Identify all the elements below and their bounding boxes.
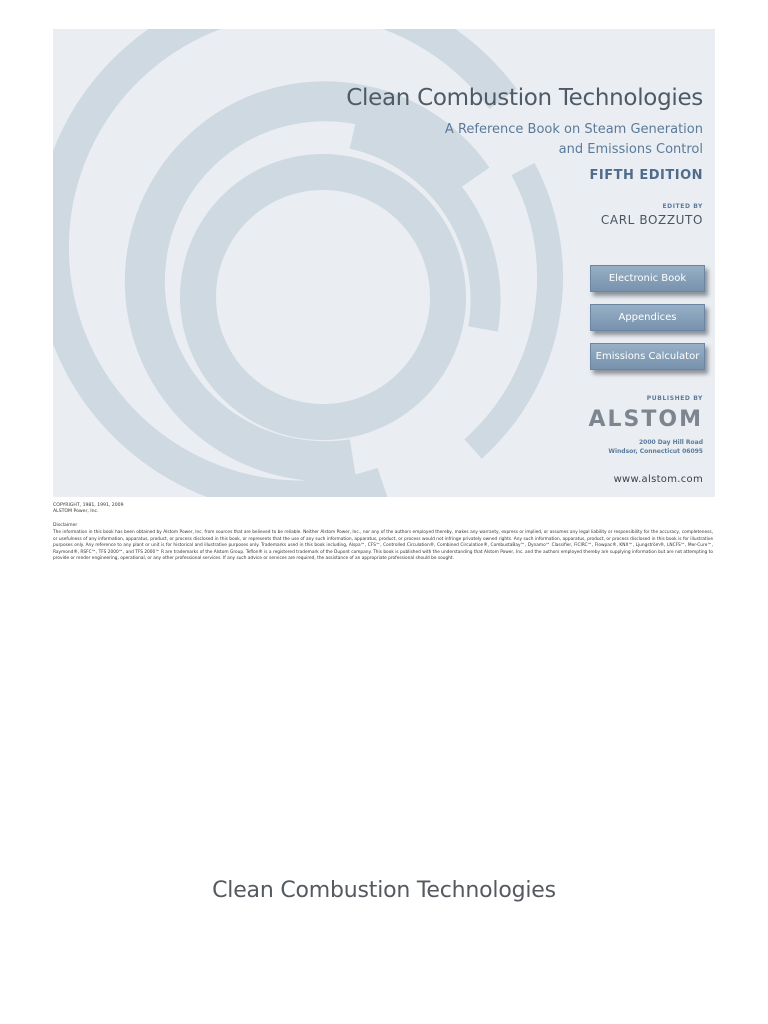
address-line-2: Windsor, Connecticut 06095 [608, 448, 703, 455]
copyright-line-1: COPYRIGHT, 1981, 1991, 2009 [53, 503, 124, 508]
electronic-book-button[interactable]: Electronic Book [590, 265, 705, 292]
edited-by-label: EDITED BY [662, 203, 703, 210]
book-title: Clean Combustion Technologies [346, 85, 703, 111]
publisher-address [608, 438, 703, 456]
subtitle-line-2: and Emissions Control [558, 142, 703, 157]
address-line-1: 2000 Day Hill Road [639, 439, 703, 446]
editor-name: CARL BOZZUTO [600, 213, 703, 227]
book-subtitle [445, 120, 703, 160]
subtitle-line-1: A Reference Book on Steam Generation [444, 122, 703, 137]
copyright-line-2: ALSTOM Power, Inc. [53, 508, 99, 514]
alstom-logo: ALSTOM [588, 407, 703, 432]
book-cover [53, 29, 715, 497]
emissions-calculator-button[interactable]: Emissions Calculator [590, 343, 705, 370]
copyright-notice [53, 503, 124, 514]
inner-ring [198, 172, 448, 422]
website-link[interactable]: www.alstom.com [613, 474, 703, 485]
edition-label: FIFTH EDITION [589, 168, 703, 183]
disclaimer-text: The information in this book has been obtained by Alstom Power, Inc. from sources that are believed to be reliable. Neither Alstom Power, Inc., nor any of the authors employed thereby, makes any warranty, express or implied, or assumes any legal liability or responsibility for the accuracy, completeness, or usefulness of any information, apparatus, product, or process disclosed in this book, or represents that the use of any such information, apparatus, product, or process would not infringe privately owned rights. Any such information, apparatus, product, or process disclosed in this book is for illustrative purposes only. Any reference to any plant or unit is for historical and illustrative purposes only. Trademarks used in this book including, Alspa™, CFS™, Controlled Circulation®, Combined Circulation®, CombustaBay™, Dynamo™ Classifier, FiCIRC™, Flowpac®, KNX™, Ljungström®, LNCFS™, Mer-Cure™, Raymond®, RSFC™, TFS 2000™, and TFS 2000™ R are trademarks of the Alstom Group. Teflon® is a registered trademark of the Dupont company. This book is published with the understanding that Alstom Power, Inc. and the authors employed thereby are supplying information but are not attempting to provide or render engineering, operational, or any other professional services. If any such advice or services are required, the assistance of an appropriate professional should be sought. [53, 530, 713, 562]
appendices-button[interactable]: Appendices [590, 304, 705, 331]
disclaimer-heading: Disclaimer [53, 523, 78, 528]
published-by-label: PUBLISHED BY [646, 395, 703, 402]
footer-title: Clean Combustion Technologies [212, 878, 556, 903]
